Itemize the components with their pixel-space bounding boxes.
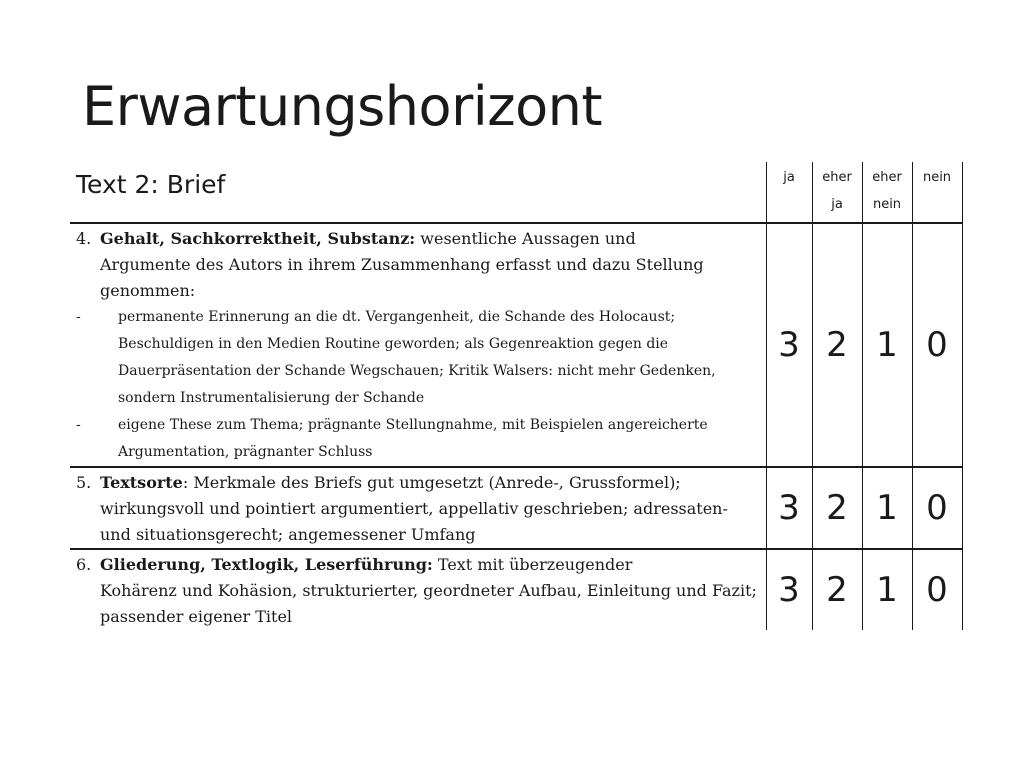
criterion-row-6 (70, 549, 962, 630)
score-eher-nein: 1 (862, 467, 912, 549)
score-ja: 3 (766, 549, 812, 630)
criterion-row-5 (70, 467, 962, 549)
table-header-label: Text 2: Brief (70, 162, 766, 223)
column-header-nein: nein (912, 162, 962, 223)
score-eher-nein: 1 (862, 223, 912, 467)
score-eher-ja: 2 (812, 549, 862, 630)
score-eher-nein: 1 (862, 549, 912, 630)
criterion-text: 5. Textsorte: Merkmale des Briefs gut umgesetzt (Anrede-, Grussformel); wirkungsvoll und pointiert argumentiert, appellativ geschrieben; adressaten- und situationsgerecht; angemessener Umfang (70, 467, 766, 549)
page-title: Erwartungshorizont (82, 75, 603, 138)
list-item: - permanente Erinnerung an die dt. Vergangenheit, die Schande des Holocaust; Beschuldigen in den Medien Routine geworden; als Gegenreaktion gegen die Dauerpräsentation der Schande Wegschauen; Kritik Walsers: nicht mehr Gedenken, sondern Instrumentalisierung der Schande (76, 309, 716, 406)
score-nein: 0 (912, 467, 962, 549)
score-eher-ja: 2 (812, 223, 862, 467)
table-header-row (70, 162, 962, 223)
score-ja: 3 (766, 223, 812, 467)
rubric-table (70, 162, 954, 630)
column-header-eher-ja: eher ja (812, 162, 862, 223)
score-nein: 0 (912, 223, 962, 467)
column-header-eher-nein: eher nein (862, 162, 912, 223)
list-item: - eigene These zum Thema; prägnante Stellungnahme, mit Beispielen angereicherte Argumentation, prägnanter Schluss (76, 417, 708, 460)
score-eher-ja: 2 (812, 467, 862, 549)
criterion-text: 6. Gliederung, Textlogik, Leserführung: Text mit überzeugender Kohärenz und Kohäsion, strukturierter, geordneter Aufbau, Einleitung und Fazit; passender eigener Titel (76, 555, 757, 626)
score-nein: 0 (912, 549, 962, 630)
criterion-text: 4. Gehalt, Sachkorrektheit, Substanz: wesentliche Aussagen und Argumente des Autors in ihrem Zusammenhang erfasst und dazu Stellung genommen: - permanente Erinnerung an die dt. Vergangenheit, die Schande des Holocaust; Beschuldigen in den Medien Routine geworden; als Gegenreaktion gegen die Dauerpräsentation der Schande Wegschauen; Kritik Walsers: nicht mehr Gedenken, sondern Instrumentalisierung der Schande - eigene These zum Thema; prägnante Stellungnahme, mit Beispielen angereicherte Argumentation, prägnanter Schluss (70, 223, 766, 467)
criterion-row-4 (70, 223, 962, 467)
column-header-ja: ja (766, 162, 812, 223)
score-ja: 3 (766, 467, 812, 549)
